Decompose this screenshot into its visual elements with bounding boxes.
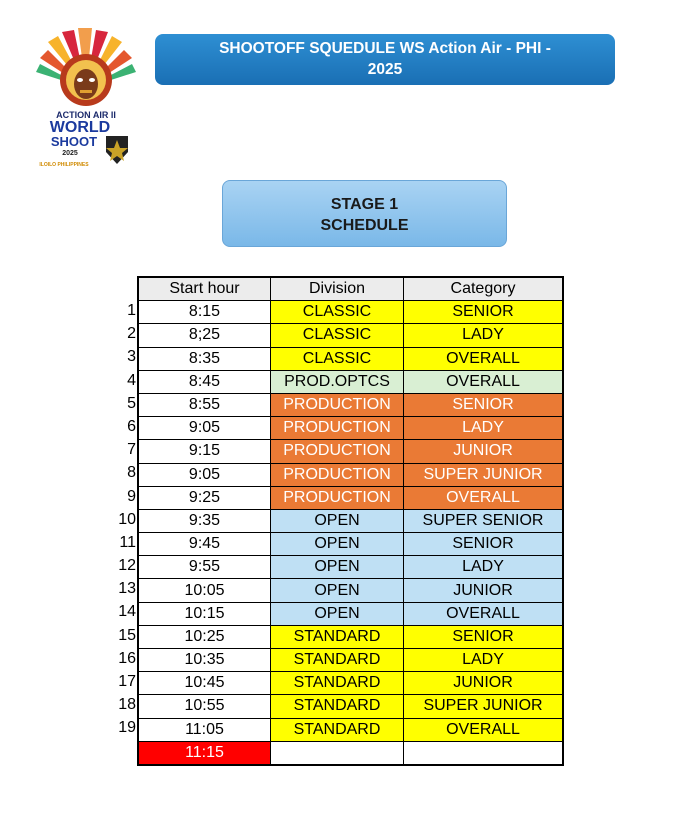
row-number: 16 [118, 649, 136, 667]
start-hour-cell: 10:25 [138, 625, 271, 648]
start-hour-cell: 9:55 [138, 556, 271, 579]
category-cell: OVERALL [404, 718, 564, 741]
category-cell: LADY [404, 649, 564, 672]
row-number: 13 [118, 580, 136, 598]
header-start-hour: Start hour [138, 277, 271, 301]
table-row [138, 347, 563, 370]
row-number: 8 [127, 464, 136, 482]
title-line-2: 2025 [367, 61, 403, 78]
row-number: 9 [127, 487, 136, 505]
end-time-cell: 11:15 [138, 741, 271, 765]
division-cell: CLASSIC [271, 301, 404, 324]
category-cell: OVERALL [404, 370, 564, 393]
row-number: 15 [118, 626, 136, 644]
table-row [138, 718, 563, 741]
empty-cell [271, 741, 404, 765]
table-row [138, 672, 563, 695]
start-hour-cell: 10:15 [138, 602, 271, 625]
table-row [138, 417, 563, 440]
category-cell: SENIOR [404, 625, 564, 648]
category-cell: OVERALL [404, 486, 564, 509]
table-row [138, 324, 563, 347]
header-category: Category [404, 277, 564, 301]
row-number: 7 [127, 441, 136, 459]
table-row [138, 556, 563, 579]
stage-heading [222, 180, 507, 247]
start-hour-cell: 9:25 [138, 486, 271, 509]
division-cell: PRODUCTION [271, 463, 404, 486]
division-cell: PRODUCTION [271, 440, 404, 463]
division-cell: OPEN [271, 533, 404, 556]
start-hour-cell: 8;25 [138, 324, 271, 347]
logo-text-world: WORLD [49, 119, 111, 136]
table-row-end [138, 741, 563, 765]
division-cell: OPEN [271, 602, 404, 625]
start-hour-cell: 10:55 [138, 695, 271, 718]
table-row [138, 533, 563, 556]
table-row [138, 301, 563, 324]
division-cell: STANDARD [271, 672, 404, 695]
division-cell: STANDARD [271, 649, 404, 672]
schedule-label: SCHEDULE [320, 217, 409, 234]
category-cell: SENIOR [404, 393, 564, 416]
category-cell: SENIOR [404, 533, 564, 556]
table-header-row [138, 277, 563, 301]
start-hour-cell: 9:35 [138, 509, 271, 532]
world-shoot-logo [34, 28, 138, 170]
start-hour-cell: 9:15 [138, 440, 271, 463]
row-number: 3 [127, 348, 136, 366]
start-hour-cell: 10:05 [138, 579, 271, 602]
row-number: 6 [127, 417, 136, 435]
division-cell: STANDARD [271, 695, 404, 718]
division-cell: CLASSIC [271, 324, 404, 347]
row-numbers [108, 299, 136, 740]
division-cell: OPEN [271, 509, 404, 532]
row-number: 1 [127, 302, 136, 319]
start-hour-cell: 9:05 [138, 463, 271, 486]
category-cell: JUNIOR [404, 672, 564, 695]
row-number: 10 [118, 510, 136, 528]
start-hour-cell: 9:45 [138, 533, 271, 556]
table-row [138, 370, 563, 393]
row-number: 19 [118, 719, 136, 737]
logo-text-location: ILOILO PHILIPPINES [39, 162, 89, 168]
row-number: 11 [119, 533, 136, 551]
title-line-1: SHOOTOFF SQUEDULE WS Action Air - PHI - [219, 40, 551, 57]
row-number: 2 [127, 325, 136, 343]
start-hour-cell: 10:35 [138, 649, 271, 672]
division-cell: PROD.OPTCS [271, 370, 404, 393]
header-division: Division [271, 277, 404, 301]
category-cell: SUPER JUNIOR [404, 695, 564, 718]
schedule-table [137, 276, 564, 766]
table-row [138, 695, 563, 718]
logo-text-year: 2025 [62, 150, 78, 157]
division-cell: OPEN [271, 556, 404, 579]
table-row [138, 509, 563, 532]
start-hour-cell: 9:05 [138, 417, 271, 440]
division-cell: CLASSIC [271, 347, 404, 370]
start-hour-cell: 8:15 [138, 301, 271, 324]
table-row [138, 579, 563, 602]
division-cell: OPEN [271, 579, 404, 602]
start-hour-cell: 8:45 [138, 370, 271, 393]
start-hour-cell: 8:35 [138, 347, 271, 370]
start-hour-cell: 11:05 [138, 718, 271, 741]
world-shoot-2025-logo-icon [34, 28, 138, 170]
division-cell: STANDARD [271, 718, 404, 741]
table-row [138, 649, 563, 672]
stage-label: STAGE 1 [330, 196, 399, 213]
row-number: 17 [118, 673, 136, 690]
division-cell: PRODUCTION [271, 393, 404, 416]
table-row [138, 440, 563, 463]
logo-text-action-air: ACTION AIR II [56, 110, 116, 120]
start-hour-cell: 10:45 [138, 672, 271, 695]
row-number: 12 [118, 557, 136, 575]
start-hour-cell: 8:55 [138, 393, 271, 416]
category-cell: SUPER SENIOR [404, 509, 564, 532]
title-banner [155, 34, 615, 85]
table-row [138, 602, 563, 625]
category-cell: OVERALL [404, 602, 564, 625]
category-cell: JUNIOR [404, 579, 564, 602]
category-cell: SUPER JUNIOR [404, 463, 564, 486]
row-number: 4 [127, 371, 136, 389]
division-cell: PRODUCTION [271, 417, 404, 440]
row-number: 14 [118, 603, 136, 621]
table-row [138, 625, 563, 648]
division-cell: PRODUCTION [271, 486, 404, 509]
table-row [138, 463, 563, 486]
category-cell: JUNIOR [404, 440, 564, 463]
category-cell: SENIOR [404, 301, 564, 324]
category-cell: LADY [404, 324, 564, 347]
row-number: 18 [118, 696, 136, 714]
table-row [138, 486, 563, 509]
division-cell: STANDARD [271, 625, 404, 648]
category-cell: LADY [404, 417, 564, 440]
category-cell: LADY [404, 556, 564, 579]
logo-text-shoot: SHOOT [50, 134, 98, 149]
table-row [138, 393, 563, 416]
row-number: 5 [127, 394, 136, 412]
category-cell: OVERALL [404, 347, 564, 370]
empty-cell [404, 741, 564, 765]
